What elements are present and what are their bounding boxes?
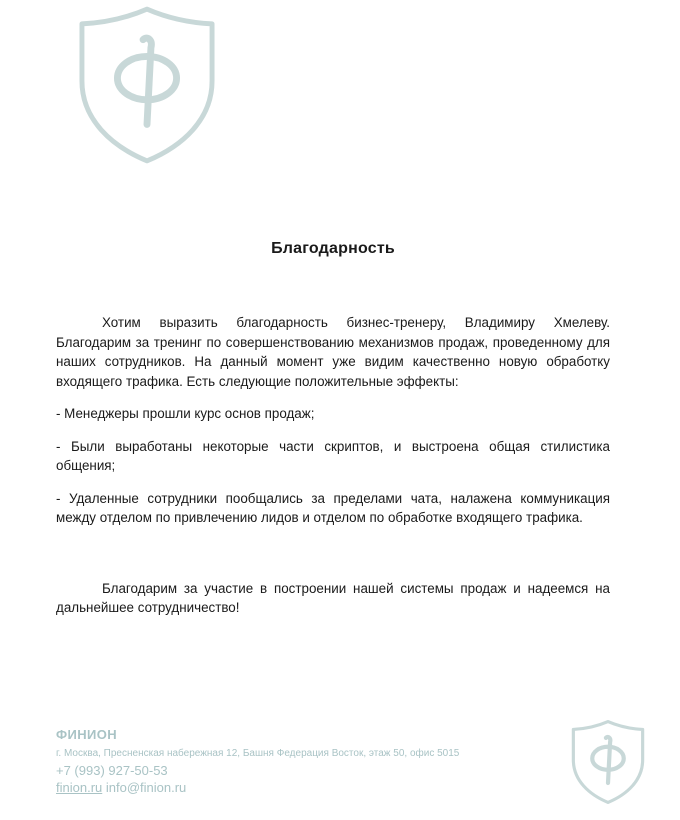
footer-phone[interactable]: +7 (993) 927-50-53 — [56, 763, 168, 778]
finion-shield-logo-icon — [78, 6, 216, 164]
footer — [56, 727, 459, 797]
effect-item: - Удаленные сотрудники пообщались за пределами чата, налажена коммуникация между отделом по привлечению лидов и отделом по обработке входящего трафика. — [56, 490, 610, 525]
effect-item: - Были выработаны некоторые части скриптов, и выстроена общая стилистика общения; — [56, 438, 610, 473]
effect-item: - Менеджеры прошли курс основ продаж; — [56, 406, 315, 421]
intro-paragraph: Хотим выразить благодарность бизнес-тренеру, Владимиру Хмелеву. Благодарим за тренинг по совершенствованию механизмов продаж, проведенному для наших сотрудников. На данный момент уже видим качественно новую обработку входящего трафика. Есть следующие положительные эффекты: — [56, 315, 610, 389]
footer-website-link[interactable]: finion.ru — [56, 780, 103, 795]
closing-paragraph: Благодарим за участие в построении нашей системы продаж и надеемся на дальнейшее сотрудничество! — [56, 580, 610, 615]
footer-address: г. Москва, Пресненская набережная 12, Башня Федерация Восток, этаж 50, офис 5015 — [56, 748, 460, 759]
finion-shield-logo-icon — [571, 720, 645, 804]
letter-body — [56, 313, 610, 618]
document-title: Благодарность — [271, 240, 395, 257]
footer-company-name: ФИНИОН — [56, 727, 118, 742]
footer-email-link[interactable]: info@finion.ru — [105, 780, 187, 795]
footer-links — [56, 779, 459, 797]
